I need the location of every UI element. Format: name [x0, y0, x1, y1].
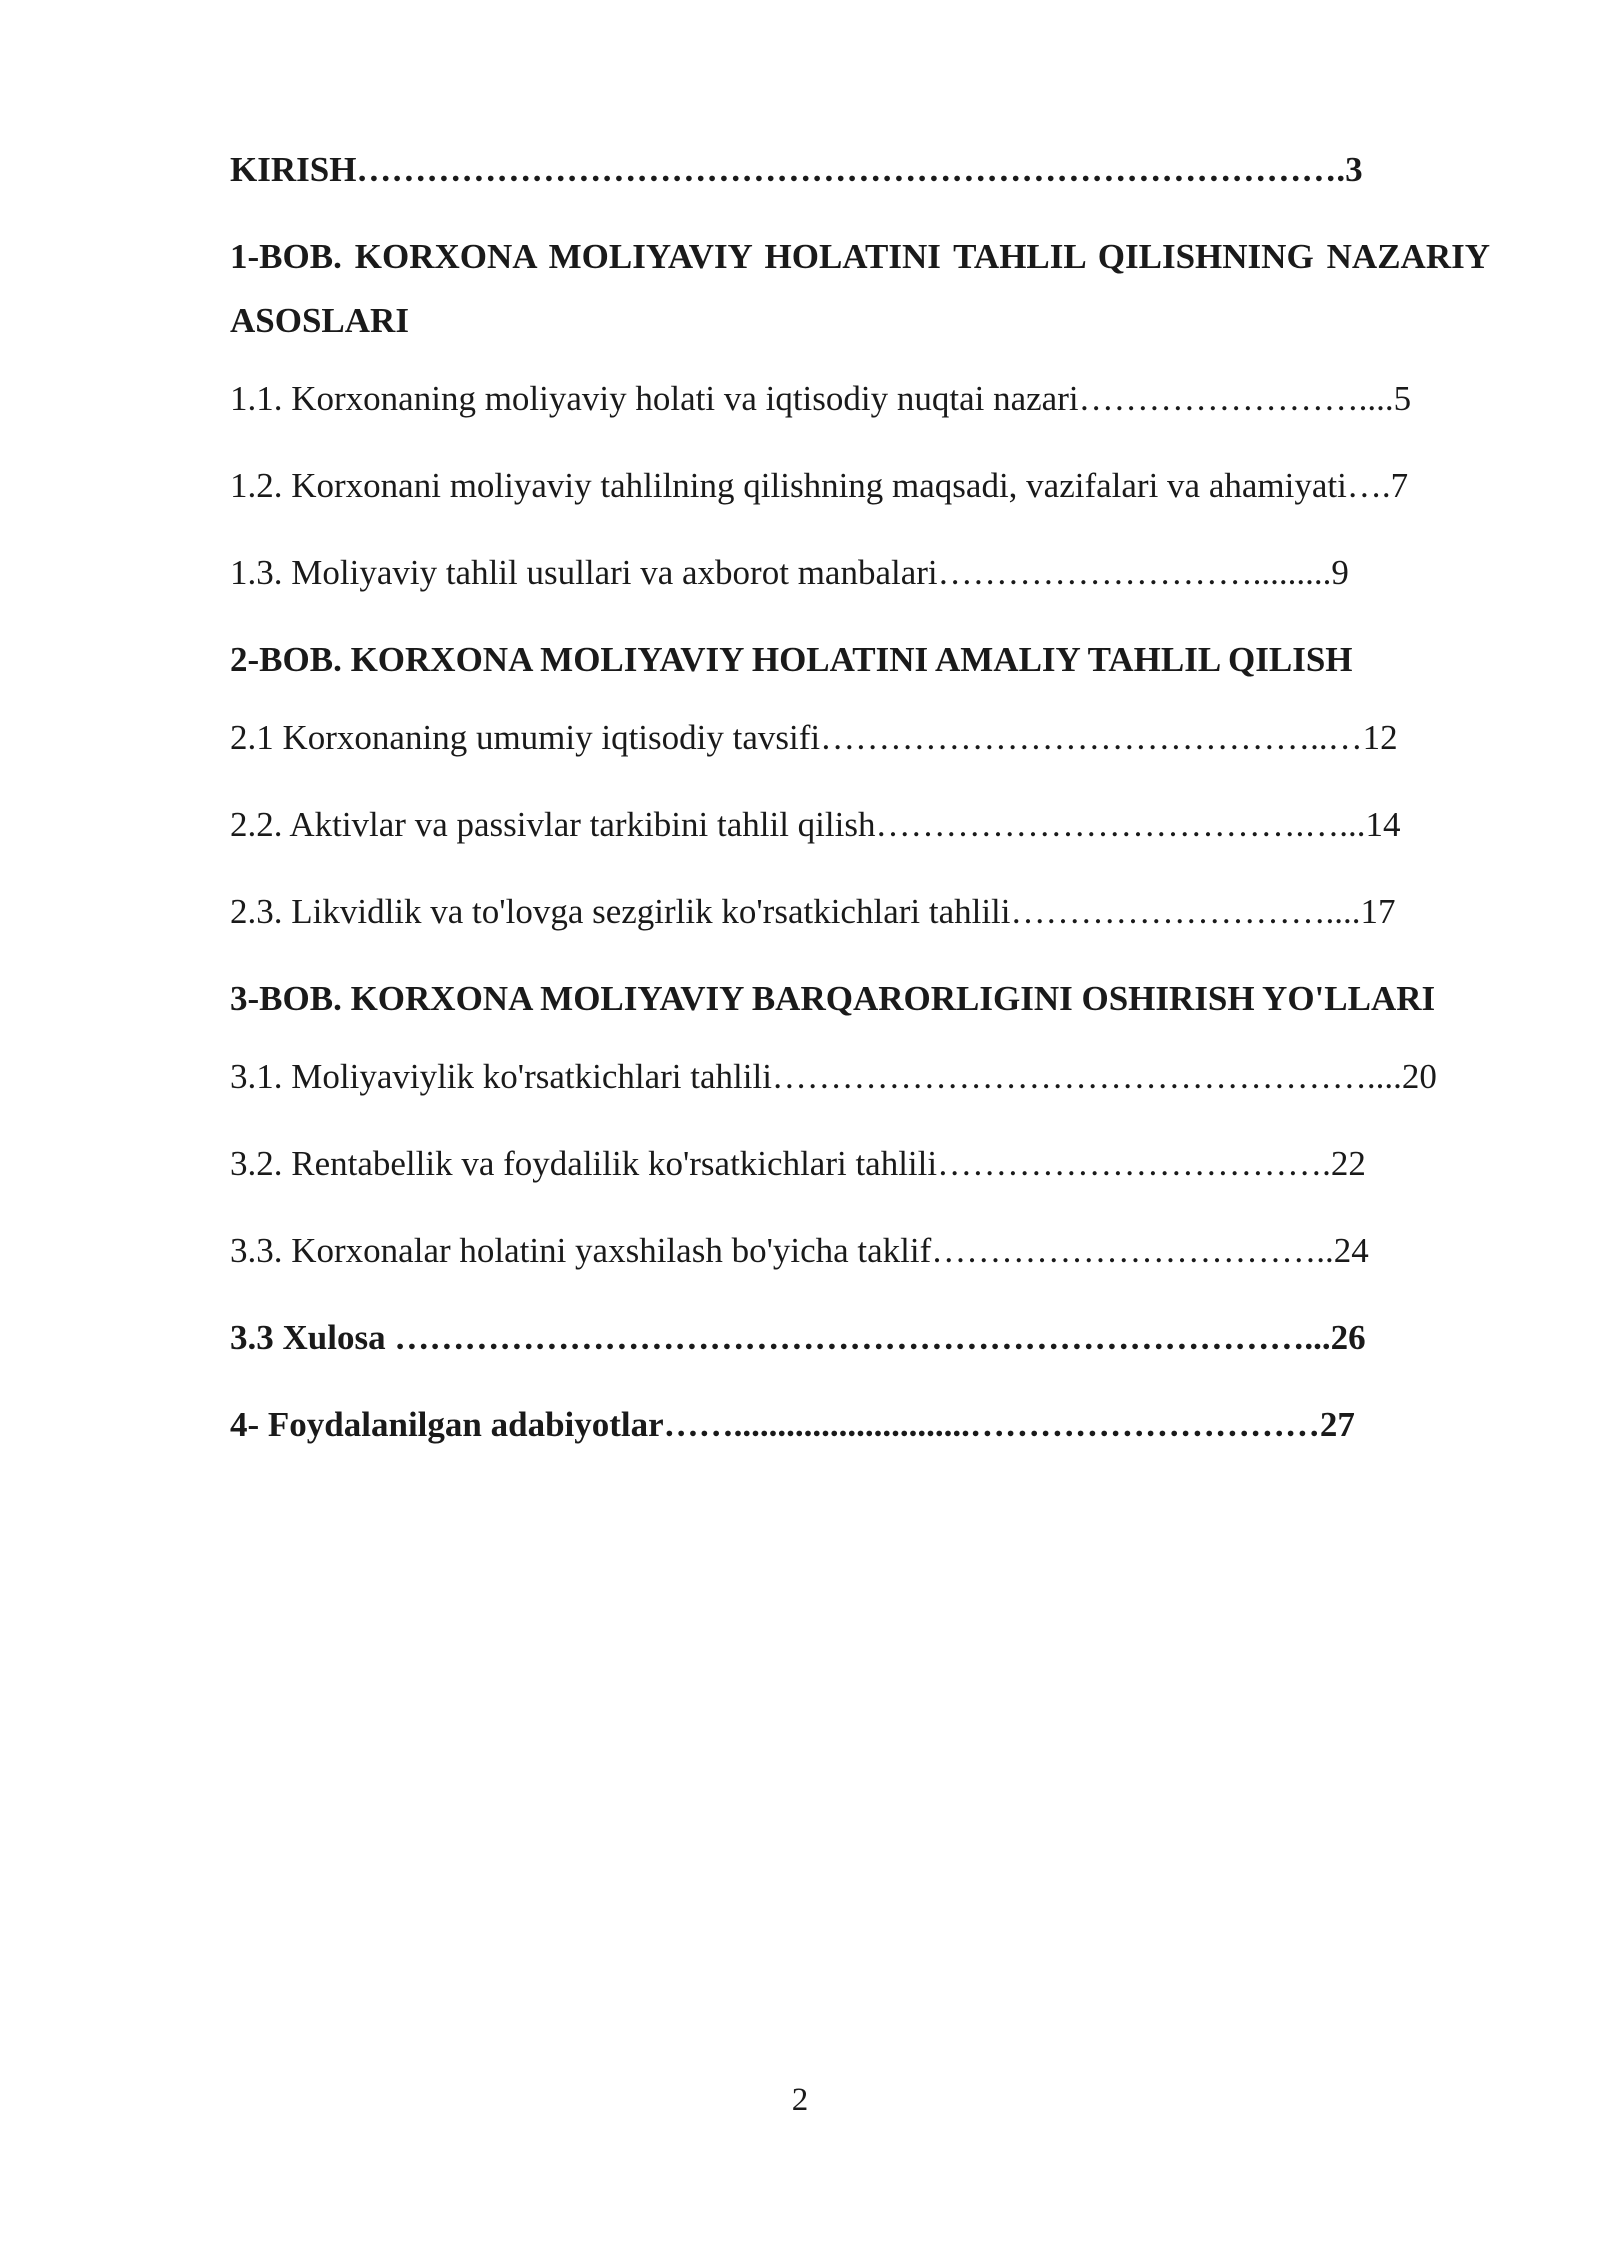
toc-chapter-2-heading: 2-BOB. KORXONA MOLIYAVIY HOLATINI AMALIY TAHLIL QILISH: [230, 640, 1353, 679]
toc-entry-1-3: 1.3. Moliyaviy tahlil usullari va axborot manbalari……………………….........9: [230, 553, 1349, 592]
toc-entry-kirish: KIRISH………………………………………………………………………….3: [230, 150, 1363, 189]
toc-entry-2-2: 2.2. Aktivlar va passivlar tarkibini tahlil qilish……………………………….…...14: [230, 805, 1401, 844]
toc-entry-adabiyotlar: 4- Foydalanilgan adabiyotlar……...........................…………………………27: [230, 1405, 1355, 1444]
toc-chapter-1-heading: 1-BOB. KORXONA MOLIYAVIY HOLATINI TAHLIL QILISHNING NAZARIY ASOSLARI: [230, 237, 1490, 340]
table-of-contents: [230, 148, 1490, 1490]
toc-entry-2-3: 2.3. Likvidlik va to'lovga sezgirlik ko'rsatkichlari tahlili………………………....17: [230, 892, 1396, 931]
toc-chapter-3-heading: 3-BOB. KORXONA MOLIYAVIY BARQARORLIGINI OSHIRISH YO'LLARI: [230, 979, 1436, 1018]
toc-entry-3-2: 3.2. Rentabellik va foydalilik ko'rsatkichlari tahlili…………………………….22: [230, 1144, 1366, 1183]
toc-entry-1-2: 1.2. Korxonani moliyaviy tahlilning qilishning maqsadi, vazifalari va ahamiyati….7: [230, 466, 1409, 505]
toc-entry-2-1: 2.1 Korxonaning umumiy iqtisodiy tavsifi……………………………………..…12: [230, 718, 1398, 757]
toc-entry-3-3: 3.3. Korxonalar holatini yaxshilash bo'yicha taklif……………………………..24: [230, 1231, 1369, 1270]
toc-entry-3-1: 3.1. Moliyaviylik ko'rsatkichlari tahlili……………………………………………....20: [230, 1057, 1437, 1096]
toc-entry-1-1: 1.1. Korxonaning moliyaviy holati va iqtisodiy nuqtai nazari……………………....5: [230, 379, 1412, 418]
page-number: 2: [791, 2082, 809, 2118]
toc-entry-xulosa: 3.3 Xulosa ……………………………………………………………………...26: [230, 1318, 1366, 1357]
